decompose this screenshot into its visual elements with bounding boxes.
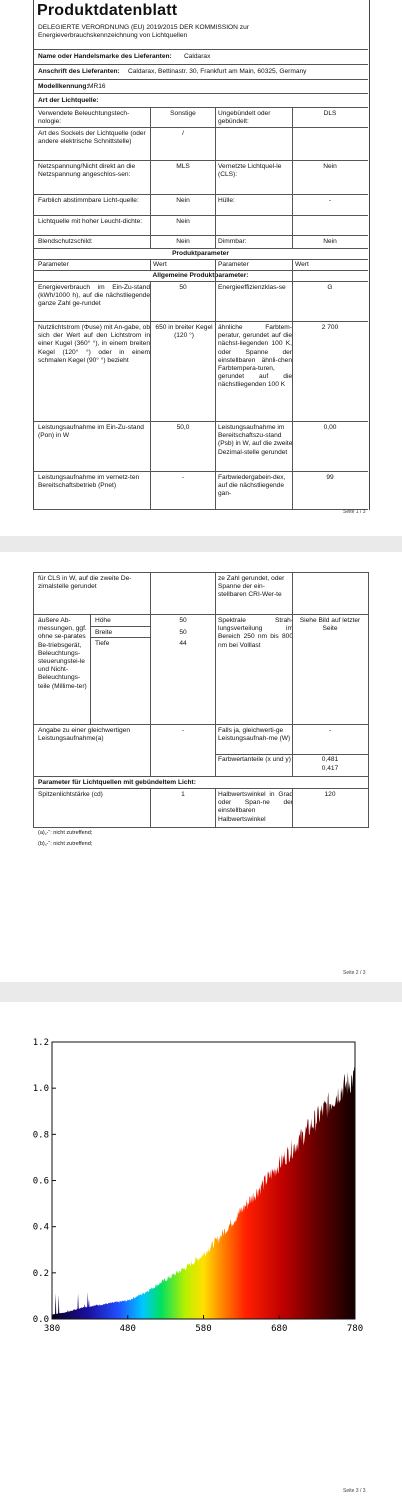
y-tick-label: 0.0: [32, 1315, 49, 1325]
divider: [150, 107, 151, 248]
datasheet-page-2: [0, 552, 402, 982]
divider: [215, 788, 216, 828]
equivalent-power-value: -: [328, 727, 332, 734]
cri-continued-label: ze Zahl gerundet, oder Spanne der ein-stellbaren CRI-Wer-te: [218, 575, 285, 599]
cri-value: 99: [326, 474, 334, 481]
pnet-label: Leistungsaufnahme im vernetz-ten Bereitschaftsbetrieb (Pnet): [38, 474, 140, 490]
x-tick-label: 780: [346, 1324, 364, 1334]
col-value-header: Wert: [295, 261, 309, 268]
divider: [90, 626, 150, 627]
footnote-b: (b)„-“: nicht zutreffend;: [38, 841, 93, 847]
pon-row: [33, 421, 368, 471]
mains-label: Netzspannung/Nicht direkt an die Netzspannung angeschlos-sen:: [38, 163, 136, 179]
model-value: MR16: [88, 83, 106, 90]
dimensions-row: [33, 614, 368, 724]
directional-heading: Parameter für Lichtquellen mit gebündeltem Licht:: [38, 779, 196, 786]
mains-row: [33, 160, 368, 194]
equivalent-value: -: [181, 727, 185, 734]
y-tick-label: 0.8: [32, 1130, 49, 1141]
spectrum-area: [52, 1066, 355, 1319]
peak-value: 1: [181, 791, 185, 798]
energy-label: Energieverbrauch im Ein-Zu-stand (kWh/1000 h), auf die nächstliegende ganze Zahl ge-rundet: [38, 284, 150, 308]
regulation-line-2: Energieverbrauchskennzeichnung von Lichtquellen: [38, 32, 188, 39]
highlum-row: [33, 215, 368, 235]
x-tick-label: 380: [43, 1324, 61, 1334]
equivalent-label: Angabe zu einer gleichwertigen Leistungsaufnahme(a): [38, 727, 131, 743]
pnet-row: [33, 471, 368, 510]
y-tick-label: 0.2: [32, 1268, 49, 1279]
dimensions-label: äußere Ab-messungen, ggf. ohne se-parates Be-triebsgerät, Beleuchtungs-steuerungstei-le und Nicht-Beleuchtungs-teile (Millime-ter): [38, 617, 87, 690]
col-param-header: Parameter: [218, 261, 249, 268]
pon-value: 50,0: [176, 424, 190, 431]
width-value: 50: [179, 629, 187, 636]
x-tick-label: 480: [119, 1324, 136, 1334]
divider: [292, 788, 293, 828]
cls-label: Vernetzte Lichtquel-le (CLS):: [218, 163, 282, 179]
page-separator: [0, 982, 402, 1002]
beam-value: 120: [324, 791, 336, 798]
eec-value: G: [327, 284, 333, 291]
flux-row: [33, 321, 368, 421]
glare-value: Nein: [176, 238, 190, 245]
supplier-name-label: Name oder Handelsmarke des Lieferanten:: [38, 53, 172, 60]
page-number: Seite 3 / 3: [343, 1488, 366, 1494]
dimmable-label: Dimmbar:: [218, 238, 247, 245]
divider: [90, 614, 91, 724]
address-label: Anschrift des Lieferanten:: [38, 68, 120, 75]
spd-value: Siehe Bild auf letzter Seite: [299, 617, 361, 633]
socket-value: /: [182, 130, 184, 137]
psb-label: Leistungsaufnahme im Bereitschaftszu-stand (Psb) in W, auf die zweite Dezimal-stelle gerundet: [218, 424, 293, 456]
cri-label: Farbwiedergabein-dex, auf die nächstliegende gan-: [218, 474, 286, 498]
chromaticity-label: Farbwertanteile (x und y): [218, 756, 291, 763]
eec-label: Energieeffizienzklas-se: [218, 284, 286, 291]
tunable-label: Farblich abstimmbare Licht-quelle:: [38, 197, 139, 204]
tech-row: [33, 107, 368, 127]
divider: [292, 572, 293, 776]
type-heading: Art der Lichtquelle:: [38, 97, 99, 104]
divider: [215, 107, 216, 248]
psb-value: 0,00: [323, 424, 337, 431]
tech-value: Sonstige: [170, 110, 196, 117]
general-heading-row: [33, 270, 368, 281]
chromaticity-x: 0,481: [321, 756, 339, 763]
y-tick-label: 1.0: [32, 1084, 49, 1095]
width-label: Breite: [95, 629, 113, 636]
model-row: [33, 79, 368, 93]
model-label: Modellkennung:: [38, 83, 89, 90]
product-params-row: [33, 248, 368, 259]
highlum-value: Nein: [176, 218, 190, 225]
divider: [150, 572, 151, 776]
divider: [215, 572, 216, 776]
y-tick-label: 0.6: [32, 1176, 49, 1187]
x-tick-label: 680: [271, 1324, 288, 1334]
page-number: Seite 1 / 3: [343, 509, 366, 515]
divider: [150, 259, 151, 270]
envelope-value: -: [328, 197, 332, 204]
y-tick-label: 0.4: [32, 1222, 49, 1233]
regulation-line-1: DELEGIERTE VERORDNUNG (EU) 2019/2015 DER KOMMISSION zur: [38, 24, 249, 31]
divider: [150, 788, 151, 828]
flux-label: Nutzlichtstrom (Φuse) mit An-gabe, ob sich der Wert auf den Lichtstrom in einer Kugel (360° °), in einem breiten Kegel (120° °) oder in einem schmalen Kegel (90° °) bezieht: [38, 324, 150, 364]
tunable-row: [33, 194, 368, 215]
pon-label: Leistungsaufnahme im Ein-Zu-stand (Pon) in W: [38, 424, 144, 440]
divider: [292, 107, 293, 248]
divider: [292, 259, 293, 510]
peak-row: [33, 788, 368, 828]
product-params-heading: Produktparameter: [172, 250, 229, 257]
dimmable-value: Nein: [323, 238, 337, 245]
supplier-name-row: [33, 49, 368, 64]
unbundled-value: DLS: [323, 110, 337, 117]
spectrum-chart: [0, 1027, 402, 1357]
divider: [33, 572, 34, 828]
mains-value: MLS: [176, 163, 190, 170]
energy-row: [33, 281, 368, 321]
divider: [368, 572, 369, 828]
chromaticity-row: [33, 754, 368, 776]
spd-label: Spektrale Strah-lungsverteilung im Bereich 250 nm bis 800 nm bei Volllast: [218, 617, 293, 649]
divider: [215, 259, 216, 510]
height-label: Höhe: [95, 617, 111, 624]
column-header-row: [33, 259, 368, 270]
energy-value: 50: [179, 284, 187, 291]
address-row: [33, 64, 368, 79]
address-value: Caldarax, Bettinastr. 30, Frankfurt am Main, 60325, Germany: [128, 68, 307, 75]
tech-label: Verwendete Beleuchtungstech-nologie:: [38, 110, 130, 126]
divider: [90, 637, 150, 638]
type-heading-row: [33, 93, 368, 107]
general-heading: Allgemeine Produktparameter:: [152, 272, 249, 279]
datasheet-page-1: [0, 0, 402, 536]
cct-value: 2 700: [321, 324, 339, 331]
depth-label: Tiefe: [95, 640, 110, 647]
beam-label: Halbwertswinkel in Grad oder Span-ne der einstellbaren Halbwertswinkel: [218, 791, 293, 823]
envelope-label: Hülle:: [218, 197, 235, 204]
pnet-continued-label: für CLS in W, auf die zweite De-zimalstelle gerundet: [38, 575, 132, 591]
socket-row: [33, 127, 368, 160]
glare-row: [33, 235, 368, 248]
socket-label: Art des Sockels der Lichtquelle (oder andere elektrische Schnittstelle): [38, 130, 146, 146]
chromaticity-y: 0,417: [321, 765, 339, 772]
col-param-header: Parameter: [38, 261, 69, 268]
height-value: 50: [179, 617, 187, 624]
page-title: Produktdatenblatt: [37, 2, 178, 19]
equivalent-power-label: Falls ja, gleichwerti-ge Leistungsaufnah-me (W): [218, 727, 291, 743]
col-value-header: Wert: [153, 261, 167, 268]
page-number: Seite 2 / 3: [343, 970, 366, 976]
datasheet-page-3: [0, 1002, 402, 1500]
divider: [150, 281, 151, 510]
pnet-continued-row: [33, 572, 368, 614]
cct-label: ähnliche Farbtem-peratur, gerundet auf die nächst-liegenden 100 K, oder Spanne der einstellbaren ähnli-chen Farbtempera-turen, gerundet auf die nächstliegenden 100 K: [218, 324, 292, 389]
glare-label: Blendschutzschild:: [38, 238, 93, 245]
x-tick-label: 580: [195, 1324, 212, 1334]
peak-label: Spitzenlichtstärke (cd): [38, 791, 103, 798]
cls-value: Nein: [323, 163, 337, 170]
pnet-value: -: [181, 474, 185, 481]
y-tick-label: 1.2: [32, 1038, 49, 1048]
unbundled-label: Ungebündelt oder gebündelt:: [218, 110, 271, 126]
supplier-name-value: Caldarax: [184, 53, 211, 60]
directional-heading-row: [33, 776, 368, 788]
equivalent-row: [33, 724, 368, 754]
depth-value: 44: [179, 640, 187, 647]
flux-value: 650 in breiter Kegel (120 °): [155, 324, 213, 340]
highlum-label: Lichtquelle mit hoher Leucht-dichte:: [38, 218, 143, 225]
footnote-a: (a)„-“: nicht zutreffend;: [38, 830, 93, 836]
tunable-value: Nein: [176, 197, 190, 204]
page-separator: [0, 536, 402, 552]
